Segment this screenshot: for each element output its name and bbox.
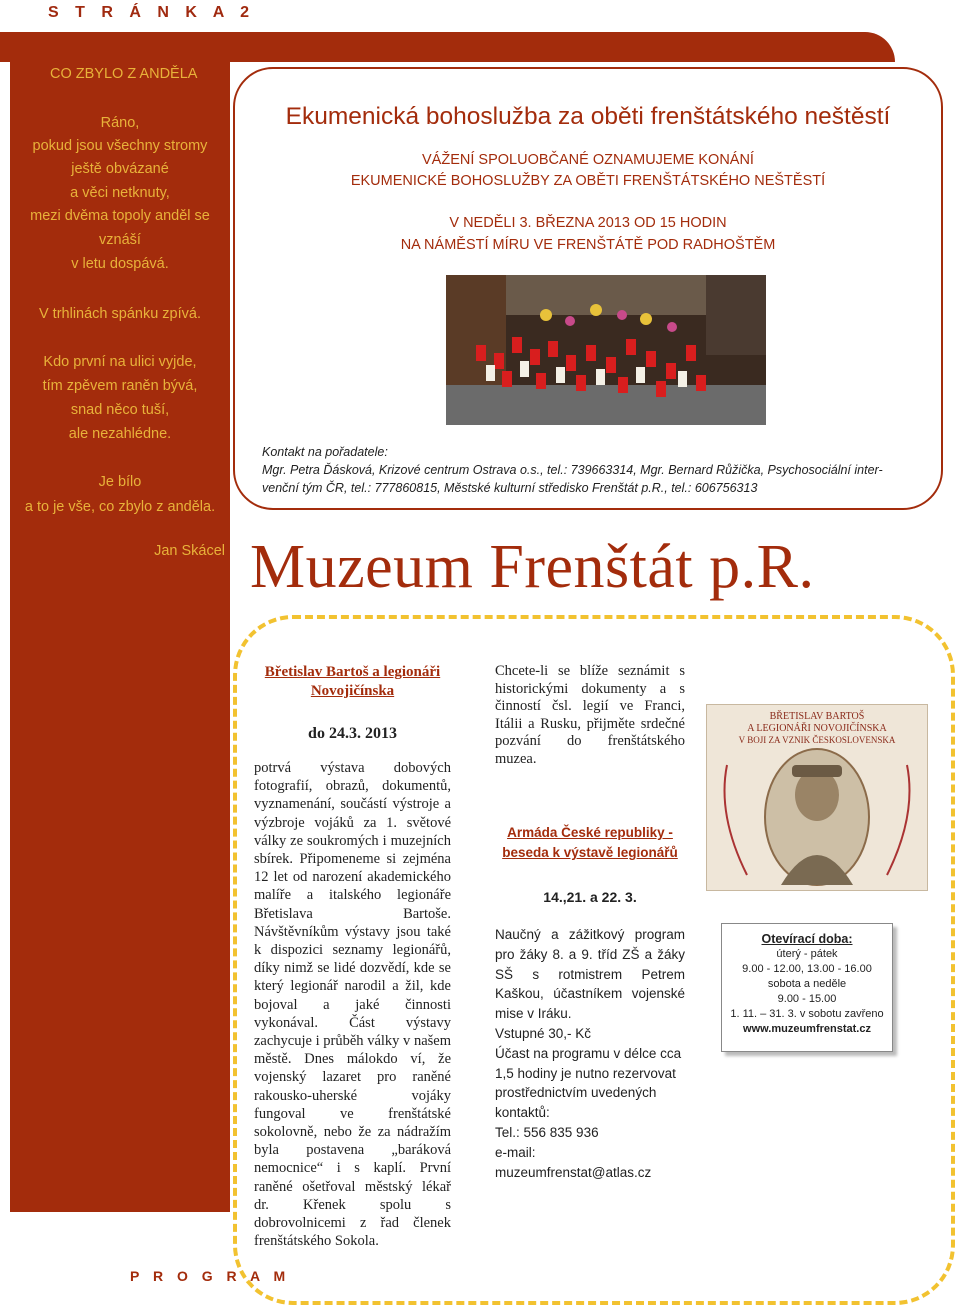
poem-line: Kdo první na ulici vyjde, bbox=[43, 354, 197, 370]
hours-line: 9.00 - 12.00, 13.00 - 16.00 bbox=[742, 963, 872, 975]
announcement-box bbox=[233, 67, 943, 510]
program-text: Naučný a zážitkový program pro žáky 8. a 9. tříd ZŠ a žáky SŠ s rotmistrem Petrem Kaškou, účastníkem vojenské mise v Iráku. bbox=[495, 927, 685, 1022]
army-event-title: Armáda České republiky - beseda k výstavě legionářů bbox=[502, 825, 678, 860]
poem-line: vznáší bbox=[99, 232, 141, 248]
announcement-line: NA NÁMĚSTÍ MÍRU VE FRENŠTÁTĚ POD RADHOŠTĚM bbox=[400, 237, 776, 253]
poem-line: tím zpěvem raněn bývá, bbox=[42, 378, 198, 394]
poem-line: Je bílo bbox=[98, 474, 142, 490]
poem-line: snad něco tuší, bbox=[70, 402, 170, 418]
poem-line: V trhlinách spánku zpívá. bbox=[38, 306, 201, 322]
poster-line-3: V BOJI ZA VZNIK ČESKOSLOVENSKA bbox=[738, 735, 896, 745]
poem-line: ale nezahlédne. bbox=[68, 426, 172, 442]
contact-line: Mgr. Petra Ďásková, Krizové centrum Ostrava o.s., tel.: 739663314, Mgr. Bernard Růžička, Psychosociální inter- bbox=[262, 463, 883, 477]
website-link[interactable]: www.muzeumfrenstat.cz bbox=[743, 1023, 871, 1035]
email-label: e-mail: bbox=[495, 1144, 536, 1160]
poem-line: pokud jsou všechny stromy bbox=[32, 138, 208, 154]
exhibition-column bbox=[254, 663, 451, 1250]
army-event-dates: 14.,21. a 22. 3. bbox=[543, 889, 637, 905]
poem-line: ještě obvázané bbox=[71, 161, 169, 177]
participation-text: Účast na programu v délce cca 1,5 hodiny je nutno rezervovat prostřednictvím uvedených kontaktů: bbox=[495, 1045, 682, 1121]
opening-hours-box bbox=[721, 923, 893, 1052]
exhibition-date: do 24.3. 2013 bbox=[308, 725, 397, 742]
poem-author: Jan Skácel bbox=[154, 543, 225, 559]
hours-line: úterý - pátek bbox=[776, 948, 838, 960]
poem-line: mezi dvěma topoly anděl se bbox=[30, 208, 210, 224]
exhibition-poster bbox=[706, 704, 928, 891]
hours-line: sobota a neděle bbox=[767, 978, 847, 990]
poem-sidebar bbox=[10, 57, 230, 1212]
invitation-text: Chcete-li se blíže seznámit s historickými dokumenty a s činností čsl. legií ve Franci, Itálii a Rusku, přijměte srdečné pozvání do frenštátského muzea. bbox=[495, 663, 685, 767]
poem-line: a věci netknuty, bbox=[70, 185, 170, 201]
candles-photo bbox=[446, 275, 766, 425]
announcement-line: V NEDĚLI 3. BŘEZNA 2013 OD 15 HODIN bbox=[449, 215, 727, 231]
announcement-line: EKUMENICKÉ BOHOSLUŽBY ZA OBĚTI FRENŠTÁTSKÉHO NEŠTĚSTÍ bbox=[350, 173, 826, 189]
poster-line-1: BŘETISLAV BARTOŠ bbox=[769, 711, 865, 722]
exhibition-text: potrvá výstava dobových fotografií, obrazů, dokumentů, vyznamenání, součástí výstroje a výzbroje vojáků za 1. světové války ze soukromých i muzejních sbírek. Připomeneme si zejména 12 let od narození akademického malíře a italského legionáře Břetislava Bartoše. Návštěvníkům výstavy jsou také k dispozici seznamy legionářů, díky nimž se lidé dozvědí, kde se který legionář narodil a žil, kde bojoval a jaké činnosti vykonával. Část výstavy zachycuje i průběh války v našem městě. Dnes málokdo ví, že vojenský lazaret pro raněné rakousko-uherské vojáky fungoval ve frenštátské sokolovně, nebo že za nádražím byla postavena „baráková nemocnice“ i s kaplí. První raněné ošetřoval městský lékař dr. Křenek spolu s dobrovolnicemi z řad členek frenštátského Sokola. bbox=[254, 760, 451, 1250]
hours-title: Otevírací doba: bbox=[761, 932, 853, 946]
announcement-title: Ekumenická bohoslužba za oběti frenštátského neštěstí bbox=[285, 103, 891, 130]
announcement-line: VÁŽENÍ SPOLUOBČANÉ OZNAMUJEME KONÁNÍ bbox=[422, 152, 754, 168]
poem-line: a to je vše, co zbylo z anděla. bbox=[24, 499, 216, 515]
poem-line: Ráno, bbox=[100, 115, 140, 131]
army-column bbox=[495, 663, 685, 1182]
museum-title: Muzeum Frenštát p.R. bbox=[250, 533, 815, 601]
contact-line: venční tým ČR, tel.: 777860815, Městské kulturní středisko Frenštát p.R., tel.: 606756313 bbox=[262, 481, 758, 495]
admission-text: Vstupné 30,- Kč bbox=[495, 1025, 592, 1041]
contact-label: Kontakt na pořadatele: bbox=[262, 445, 388, 459]
sidebar-title: CO ZBYLO Z ANDĚLA bbox=[50, 66, 198, 82]
hours-line: 9.00 - 15.00 bbox=[777, 993, 837, 1005]
page-number-label: S T R Á N K A 2 bbox=[48, 4, 256, 21]
footer-program-label: P R O G R A M bbox=[130, 1268, 291, 1284]
phone-text: Tel.: 556 835 936 bbox=[495, 1124, 599, 1140]
email-link[interactable]: muzeumfrenstat@atlas.cz bbox=[495, 1164, 652, 1180]
poem-line: v letu dospává. bbox=[71, 256, 169, 272]
exhibition-title: Břetislav Bartoš a legionáři Novojičínska bbox=[264, 664, 441, 699]
poster-line-2: A LEGIONÁŘI NOVOJIČÍNSKA bbox=[747, 723, 887, 734]
hours-line: 1. 11. – 31. 3. v sobotu zavřeno bbox=[730, 1008, 884, 1020]
